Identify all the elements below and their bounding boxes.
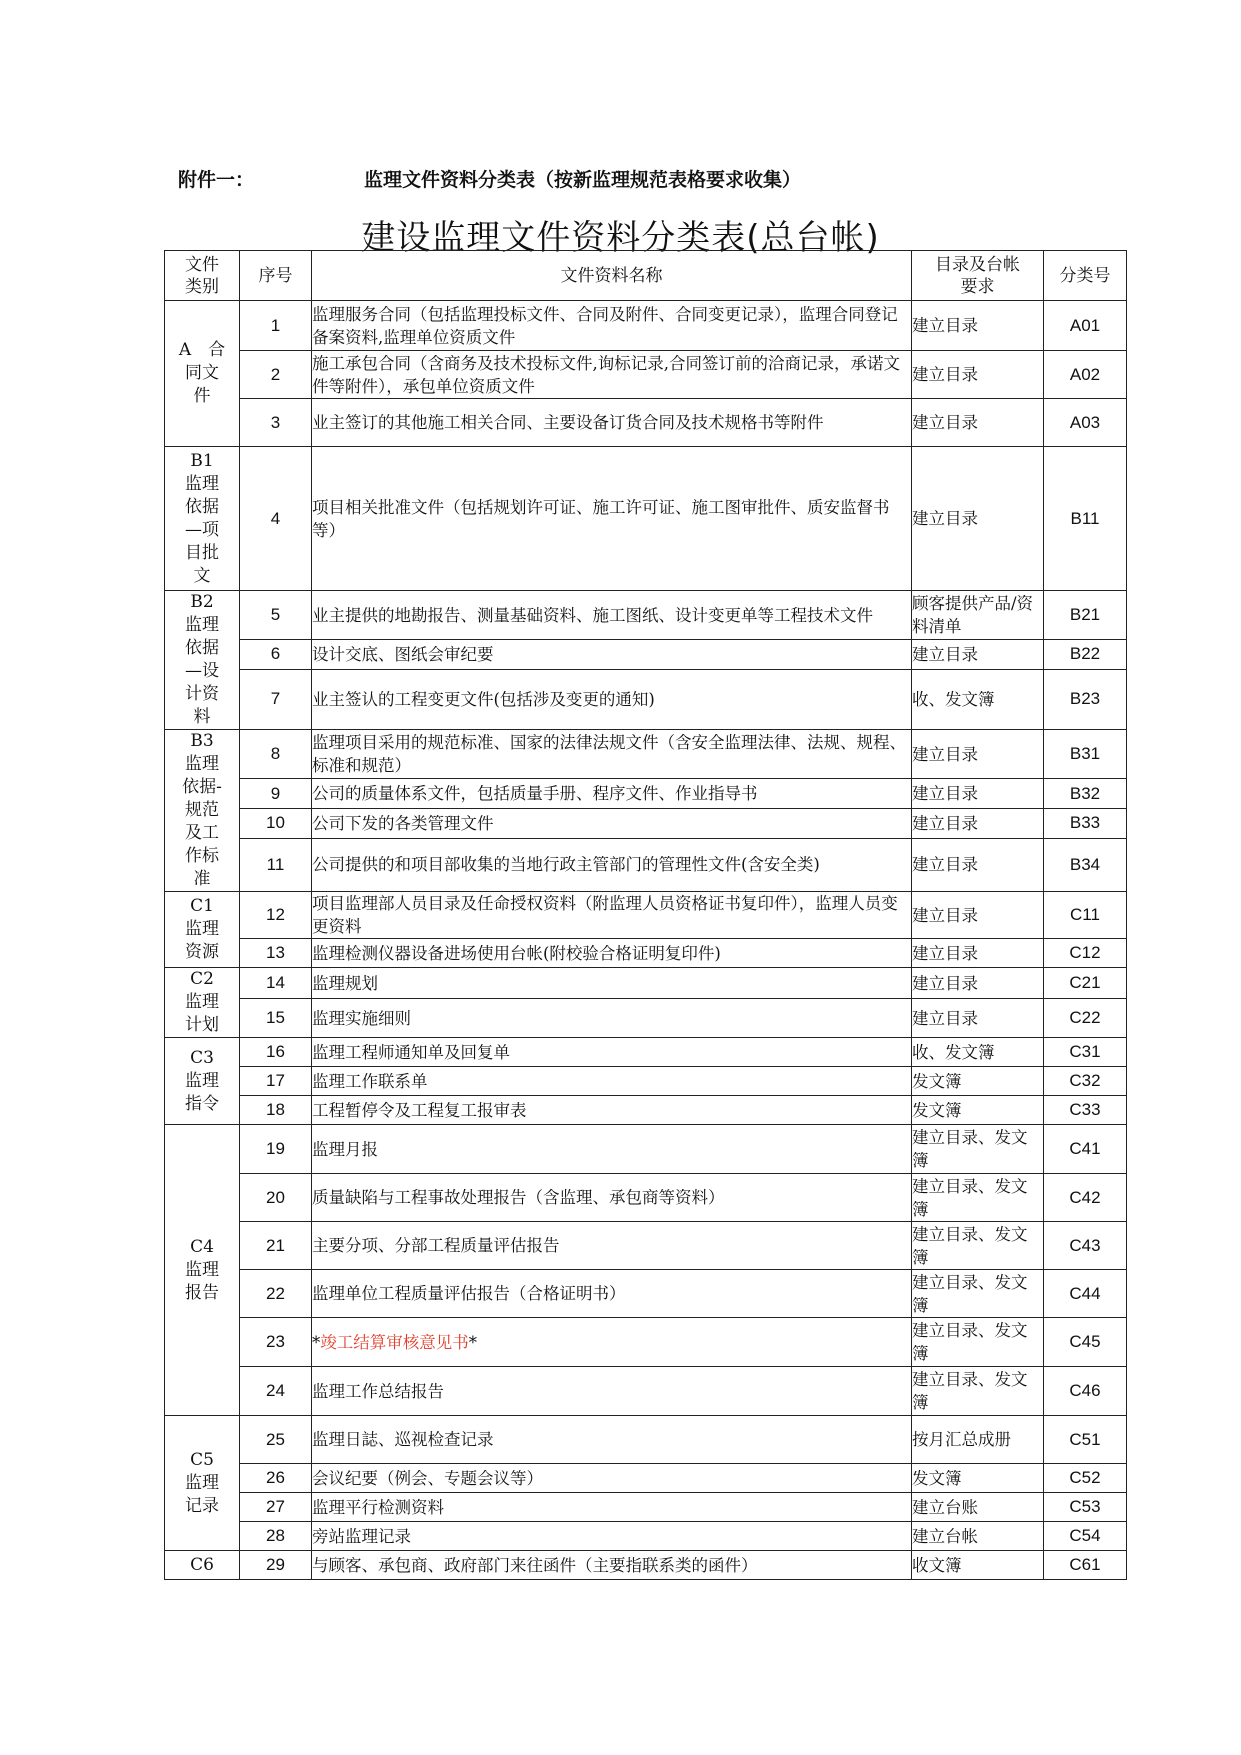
requirement-cell: 发文簿 [912,1464,1044,1493]
code-cell: C52 [1044,1464,1127,1493]
table-row [165,892,1127,939]
doc-name-cell: 设计交底、图纸会审纪要 [312,640,912,670]
table-row [165,447,1127,591]
doc-name-cell: 项目相关批准文件（包括规划许可证、施工许可证、施工图审批件、质安监督书等） [312,447,912,591]
code-cell: C33 [1044,1096,1127,1125]
seq-cell: 6 [240,640,312,670]
requirement-cell: 建立目录 [912,892,1044,939]
requirement-cell: 收、发文簿 [912,1038,1044,1067]
table-row [165,1493,1127,1522]
table-row [165,591,1127,640]
seq-cell: 28 [240,1522,312,1551]
requirement-cell: 发文簿 [912,1096,1044,1125]
category-cell: B1 监理 依据 —项 目批 文 [165,447,240,591]
category-cell: C4 监理 报告 [165,1125,240,1416]
table-row [165,1270,1127,1318]
code-cell: A03 [1044,399,1127,447]
code-cell: B31 [1044,730,1127,779]
seq-cell: 3 [240,399,312,447]
code-cell: B21 [1044,591,1127,640]
table-row [165,1318,1127,1367]
code-cell: C53 [1044,1493,1127,1522]
code-cell: A01 [1044,301,1127,351]
requirement-cell: 按月汇总成册 [912,1416,1044,1464]
doc-name-cell: 公司的质量体系文件，包括质量手册、程序文件、作业指导书 [312,779,912,809]
name-suffix-mark: * [468,1332,477,1352]
seq-cell: 21 [240,1222,312,1270]
seq-cell: 2 [240,351,312,399]
classification-table [164,250,1127,1580]
table-row [165,1464,1127,1493]
table-row [165,1174,1127,1222]
seq-cell: 22 [240,1270,312,1318]
category-cell: A 合 同文 件 [165,301,240,447]
requirement-cell: 建立目录、发文簿 [912,1270,1044,1318]
table-row [165,1367,1127,1416]
category-cell: C5 监理 记录 [165,1416,240,1551]
doc-name-cell: 监理平行检测资料 [312,1493,912,1522]
seq-cell: 17 [240,1067,312,1096]
requirement-cell: 建立目录 [912,351,1044,399]
requirement-cell: 发文簿 [912,1067,1044,1096]
seq-cell: 13 [240,939,312,968]
seq-cell: 8 [240,730,312,779]
code-cell: B33 [1044,808,1127,838]
seq-cell: 27 [240,1493,312,1522]
attachment-header [178,165,802,192]
requirement-cell: 建立台帐 [912,1522,1044,1551]
requirement-cell: 收文簿 [912,1551,1044,1580]
code-cell: C11 [1044,892,1127,939]
requirement-cell: 建立目录 [912,640,1044,670]
category-cell: C1 监理 资源 [165,892,240,968]
table-row [165,1038,1127,1067]
seq-cell: 23 [240,1318,312,1367]
table-row [165,968,1127,999]
code-cell: C43 [1044,1222,1127,1270]
seq-cell: 20 [240,1174,312,1222]
requirement-cell: 建立目录 [912,838,1044,891]
code-cell: C12 [1044,939,1127,968]
code-cell: C42 [1044,1174,1127,1222]
code-cell: C41 [1044,1125,1127,1174]
attachment-subtitle: 监理文件资料分类表（按新监理规范表格要求收集） [364,169,802,191]
col-seq: 序号 [240,251,312,301]
doc-name-cell: 工程暂停令及工程复工报审表 [312,1096,912,1125]
doc-name-cell: 业主签订的其他施工相关合同、主要设备订货合同及技术规格书等附件 [312,399,912,447]
requirement-cell: 建立目录 [912,301,1044,351]
table-header-row [165,251,1127,301]
code-cell: C32 [1044,1067,1127,1096]
table-row [165,640,1127,670]
code-cell: B23 [1044,669,1127,729]
requirement-cell: 顾客提供产品/资料清单 [912,591,1044,640]
seq-cell: 15 [240,999,312,1038]
code-cell: B11 [1044,447,1127,591]
requirement-cell: 建立目录 [912,447,1044,591]
doc-name-cell: 监理工作总结报告 [312,1367,912,1416]
doc-name-cell: 监理规划 [312,968,912,999]
doc-name-cell: 业主签认的工程变更文件(包括涉及变更的通知) [312,669,912,729]
requirement-cell: 建立目录 [912,939,1044,968]
table-row [165,1551,1127,1580]
requirement-cell: 建立目录、发文簿 [912,1367,1044,1416]
code-cell: B22 [1044,640,1127,670]
table-row [165,1096,1127,1125]
requirement-cell: 建立目录 [912,399,1044,447]
doc-name-cell: 会议纪要（例会、专题会议等） [312,1464,912,1493]
requirement-cell: 建立目录、发文簿 [912,1174,1044,1222]
table-row [165,1416,1127,1464]
seq-cell: 16 [240,1038,312,1067]
seq-cell: 18 [240,1096,312,1125]
doc-name-cell: 监理服务合同（包括监理投标文件、合同及附件、合同变更记录），监理合同登记备案资料,监理单位资质文件 [312,301,912,351]
seq-cell: 25 [240,1416,312,1464]
code-cell: C45 [1044,1318,1127,1367]
requirement-cell: 建立目录 [912,968,1044,999]
category-cell: B2 监理 依据 —设 计资 料 [165,591,240,730]
requirement-cell: 建立目录 [912,779,1044,809]
code-cell: C21 [1044,968,1127,999]
requirement-cell: 建立目录 [912,808,1044,838]
code-cell: B34 [1044,838,1127,891]
doc-name-cell: 旁站监理记录 [312,1522,912,1551]
doc-name-cell: 施工承包合同（含商务及技术投标文件,询标记录,合同签订前的洽商记录，承诺文件等附件），承包单位资质文件 [312,351,912,399]
category-cell: C6 [165,1551,240,1580]
category-cell: C2 监理 计划 [165,968,240,1038]
doc-name-cell: 项目监理部人员目录及任命授权资料（附监理人员资格证书复印件），监理人员变更资料 [312,892,912,939]
code-cell: B32 [1044,779,1127,809]
requirement-cell: 收、发文簿 [912,669,1044,729]
category-cell: C3 监理 指令 [165,1038,240,1125]
seq-cell: 1 [240,301,312,351]
table-row [165,999,1127,1038]
doc-name-cell: 监理月报 [312,1125,912,1174]
table-row [165,1067,1127,1096]
requirement-cell: 建立目录 [912,999,1044,1038]
doc-name-cell: 监理实施细则 [312,999,912,1038]
requirement-cell: 建立目录、发文簿 [912,1222,1044,1270]
doc-name-cell: 监理检测仪器设备进场使用台帐(附校验合格证明复印件) [312,939,912,968]
doc-name-cell [312,1318,912,1367]
doc-name-cell: 质量缺陷与工程事故处理报告（含监理、承包商等资料） [312,1174,912,1222]
doc-name-cell: 主要分项、分部工程质量评估报告 [312,1222,912,1270]
doc-name-cell: 监理工作联系单 [312,1067,912,1096]
requirement-cell: 建立台账 [912,1493,1044,1522]
table-row [165,939,1127,968]
seq-cell: 7 [240,669,312,729]
col-requirement: 目录及台帐 要求 [912,251,1044,301]
table-row [165,1222,1127,1270]
code-cell: C31 [1044,1038,1127,1067]
doc-name-cell: 与顾客、承包商、政府部门来往函件（主要指联系类的函件） [312,1551,912,1580]
col-code: 分类号 [1044,251,1127,301]
table-row [165,1522,1127,1551]
table-row [165,838,1127,891]
code-cell: C44 [1044,1270,1127,1318]
seq-cell: 19 [240,1125,312,1174]
col-category: 文件 类别 [165,251,240,301]
doc-name-cell: 监理日誌、巡视检查记录 [312,1416,912,1464]
code-cell: C22 [1044,999,1127,1038]
requirement-cell: 建立目录、发文簿 [912,1125,1044,1174]
attachment-label: 附件一： [178,169,255,191]
seq-cell: 24 [240,1367,312,1416]
seq-cell: 26 [240,1464,312,1493]
doc-name-cell: 监理工程师通知单及回复单 [312,1038,912,1067]
requirement-cell: 建立目录、发文簿 [912,1318,1044,1367]
doc-name-cell: 公司提供的和项目部收集的当地行政主管部门的管理性文件(含安全类) [312,838,912,891]
seq-cell: 12 [240,892,312,939]
category-cell: B3 监理 依据- 规范 及工 作标 准 [165,730,240,892]
table-row [165,730,1127,779]
code-cell: C51 [1044,1416,1127,1464]
doc-name-cell: 公司下发的各类管理文件 [312,808,912,838]
code-cell: C61 [1044,1551,1127,1580]
table-row [165,669,1127,729]
table-row [165,1125,1127,1174]
code-cell: C54 [1044,1522,1127,1551]
seq-cell: 14 [240,968,312,999]
table-row [165,399,1127,447]
code-cell: C46 [1044,1367,1127,1416]
requirement-cell: 建立目录 [912,730,1044,779]
doc-name-cell: 监理项目采用的规范标准、国家的法律法规文件（含安全监理法律、法规、规程、标准和规范） [312,730,912,779]
seq-cell: 5 [240,591,312,640]
code-cell: A02 [1044,351,1127,399]
table-row [165,301,1127,351]
seq-cell: 10 [240,808,312,838]
table-row [165,779,1127,809]
page-title: 建设监理文件资料分类表(总台帐) [361,218,880,258]
table-row [165,808,1127,838]
doc-name-cell: 业主提供的地勘报告、测量基础资料、施工图纸、设计变更单等工程技术文件 [312,591,912,640]
seq-cell: 29 [240,1551,312,1580]
col-name: 文件资料名称 [312,251,912,301]
seq-cell: 9 [240,779,312,809]
table-row [165,351,1127,399]
seq-cell: 4 [240,447,312,591]
doc-name-cell: 监理单位工程质量评估报告（合格证明书） [312,1270,912,1318]
name-prefix-mark: * [312,1332,321,1352]
highlighted-doc-name: 竣工结算审核意见书 [320,1332,469,1352]
seq-cell: 11 [240,838,312,891]
